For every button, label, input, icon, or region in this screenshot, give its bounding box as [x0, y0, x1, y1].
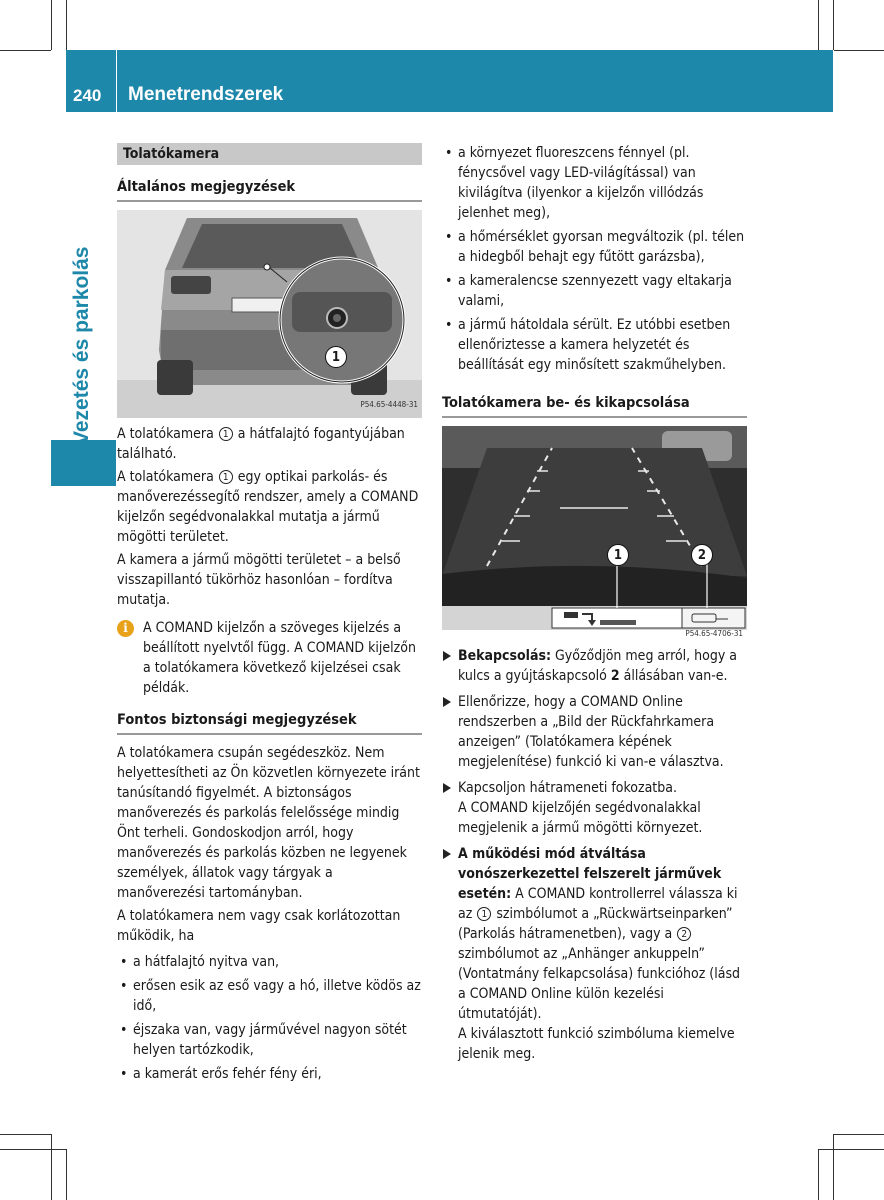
crop-mark: [833, 0, 834, 50]
paragraph: A tolatókamera csupán segédeszköz. Nem helyettesítheti az Ön közvetlen környezete iránt tanúsítandó figyelmét. A biztonságos manőverezés és parkolás felelőssége mindig Önt terheli. Gondoskodjon arról, hogy manőverezés és parkolás közben ne legyenek személyek, állatok vagy tárgyak a manőverezési tartományban.: [117, 745, 420, 901]
callout-2: [691, 544, 713, 566]
conditions-list-continued: [442, 143, 747, 375]
text: szimbólumot a „Rückwärtseinparken” (Parkolás hátramenetben), vagy a: [458, 906, 733, 942]
crop-mark: [834, 50, 884, 51]
step-label: A működési mód átváltása vonószerkezettel felszerelt járművek esetén:: [458, 846, 722, 902]
list-item: • éjszaka van, vagy járművével nagyon sötét helyen tartózkodik,: [117, 1020, 422, 1060]
step: Ellenőrizze, hogy a COMAND Online rendszerben a „Bild der Rückfahrkamera anzeigen” (Tolatókamera képének megjelenítése) funkció ki van-e választva.: [442, 692, 747, 772]
crop-mark: [0, 50, 51, 51]
paragraph: A tolatókamera nem vagy csak korlátozottan működik, ha: [117, 908, 401, 944]
text: A kiválasztott funkció szimbóluma kiemelve jelenik meg.: [458, 1026, 735, 1062]
safety-heading: Fontos biztonsági megjegyzések: [117, 710, 422, 735]
crop-mark: [0, 1149, 66, 1150]
callout-1-label: 1: [331, 350, 341, 365]
general-heading: Általános megjegyzések: [117, 177, 422, 202]
info-icon: i: [117, 620, 134, 637]
step: [442, 844, 747, 1064]
crop-mark: [0, 1134, 51, 1135]
crop-mark: [818, 0, 819, 50]
list-item: • a kameralencse szennyezett vagy eltakarja valami,: [442, 271, 747, 311]
crop-mark: [833, 1134, 884, 1135]
callout-1: [325, 346, 347, 368]
list-item: • a hőmérséklet gyorsan megváltozik (pl. télen a hidegből behajt egy fűtött garázsba),: [442, 227, 747, 267]
info-note: [117, 618, 422, 698]
figure-caption: P54.65-4448-31: [360, 400, 418, 409]
callout-ref-2: 2: [677, 927, 691, 941]
text: A COMAND kontrollerrel válassza ki az: [458, 886, 738, 922]
crop-mark: [66, 0, 67, 50]
text: A COMAND kijelzőjén segédvonalakkal megjelenik a jármű mögötti környezet.: [458, 800, 703, 836]
step-label: Bekapcsolás:: [458, 648, 551, 664]
callout-ref-1: 1: [219, 427, 233, 441]
text: Kapcsoljon hátrameneti fokozatba.: [458, 780, 677, 796]
crop-mark: [51, 0, 52, 50]
section-title: Tolatókamera: [117, 143, 422, 165]
paragraph: A kamera a jármű mögötti területet – a belső visszapillantó tükörhöz hasonlóan – fordítva mutatja.: [117, 552, 401, 608]
callout-2-label: 2: [697, 548, 707, 563]
callout-ref-1: 1: [477, 907, 491, 921]
text: a hátfalajtó fogantyújában található.: [117, 426, 405, 462]
crop-mark: [66, 1149, 67, 1200]
text: A tolatókamera: [117, 469, 218, 485]
crop-mark: [833, 1134, 834, 1200]
paragraph: [117, 424, 422, 464]
key-position: 2: [610, 668, 620, 684]
camera-display-image: [442, 426, 747, 630]
list-item: • a környezet fluoreszcens fénnyel (pl. fénycsővel vagy LED-világítással) van kivilágítva (ilyenkor a kijelzőn villódzás jelenhet meg),: [442, 143, 747, 223]
figure-caption: P54.65-4706-31: [685, 629, 743, 638]
text: állásában van-e.: [619, 668, 728, 684]
rear-camera-figure: [117, 210, 422, 418]
info-text: A COMAND kijelzőn a szöveges kijelzés a beállított nyelvtől függ. A COMAND kijelzőn a tolatókamera következő kijelzései csak példák.: [143, 620, 416, 696]
list-item: • a kamerát erős fehér fény éri,: [117, 1064, 422, 1084]
text: A tolatókamera: [117, 426, 218, 442]
crop-mark: [818, 1149, 884, 1150]
left-column: [117, 143, 422, 1088]
text: Győződjön meg arról, hogy a kulcs a gyújtáskapcsoló: [458, 648, 738, 684]
step: [442, 778, 747, 838]
camera-display-figure: [442, 426, 747, 638]
conditions-list: [117, 952, 422, 1084]
text: egy optikai parkolás- és manőverezéssegítő rendszer, amely a COMAND kijelzőn segédvonalakkal mutatja a jármű mögötti területet.: [117, 469, 419, 545]
list-item: • a jármű hátoldala sérült. Ez utóbbi esetben ellenőriztesse a kamera helyzetét és beállítását egy minősített szakműhelyben.: [442, 315, 747, 375]
crop-mark: [51, 1134, 52, 1200]
switch-heading: Tolatókamera be- és kikapcsolása: [442, 393, 747, 418]
right-column: [442, 143, 747, 1070]
step: [442, 646, 747, 686]
instruction-steps: [442, 646, 747, 1064]
list-item: • a hátfalajtó nyitva van,: [117, 952, 422, 972]
callout-1: [607, 544, 629, 566]
list-item: • erősen esik az eső vagy a hó, illetve ködös az idő,: [117, 976, 422, 1016]
callout-1-label: 1: [613, 548, 623, 563]
page-number: 240: [73, 86, 102, 105]
side-tab-marker: [51, 440, 116, 486]
side-tab-label: Vezetés és parkolás: [70, 246, 93, 445]
chapter-title: Menetrendszerek: [128, 84, 284, 105]
paragraph: [117, 467, 422, 547]
text: szimbólumot az „Anhänger ankuppeln” (Vontatmány felkapcsolása) funkcióhoz (lásd a COMAND Online külön kezelési útmutatóját).: [458, 946, 741, 1022]
crop-mark: [818, 1149, 819, 1200]
callout-ref-1: 1: [219, 470, 233, 484]
car-rear-illustration: [117, 210, 422, 418]
